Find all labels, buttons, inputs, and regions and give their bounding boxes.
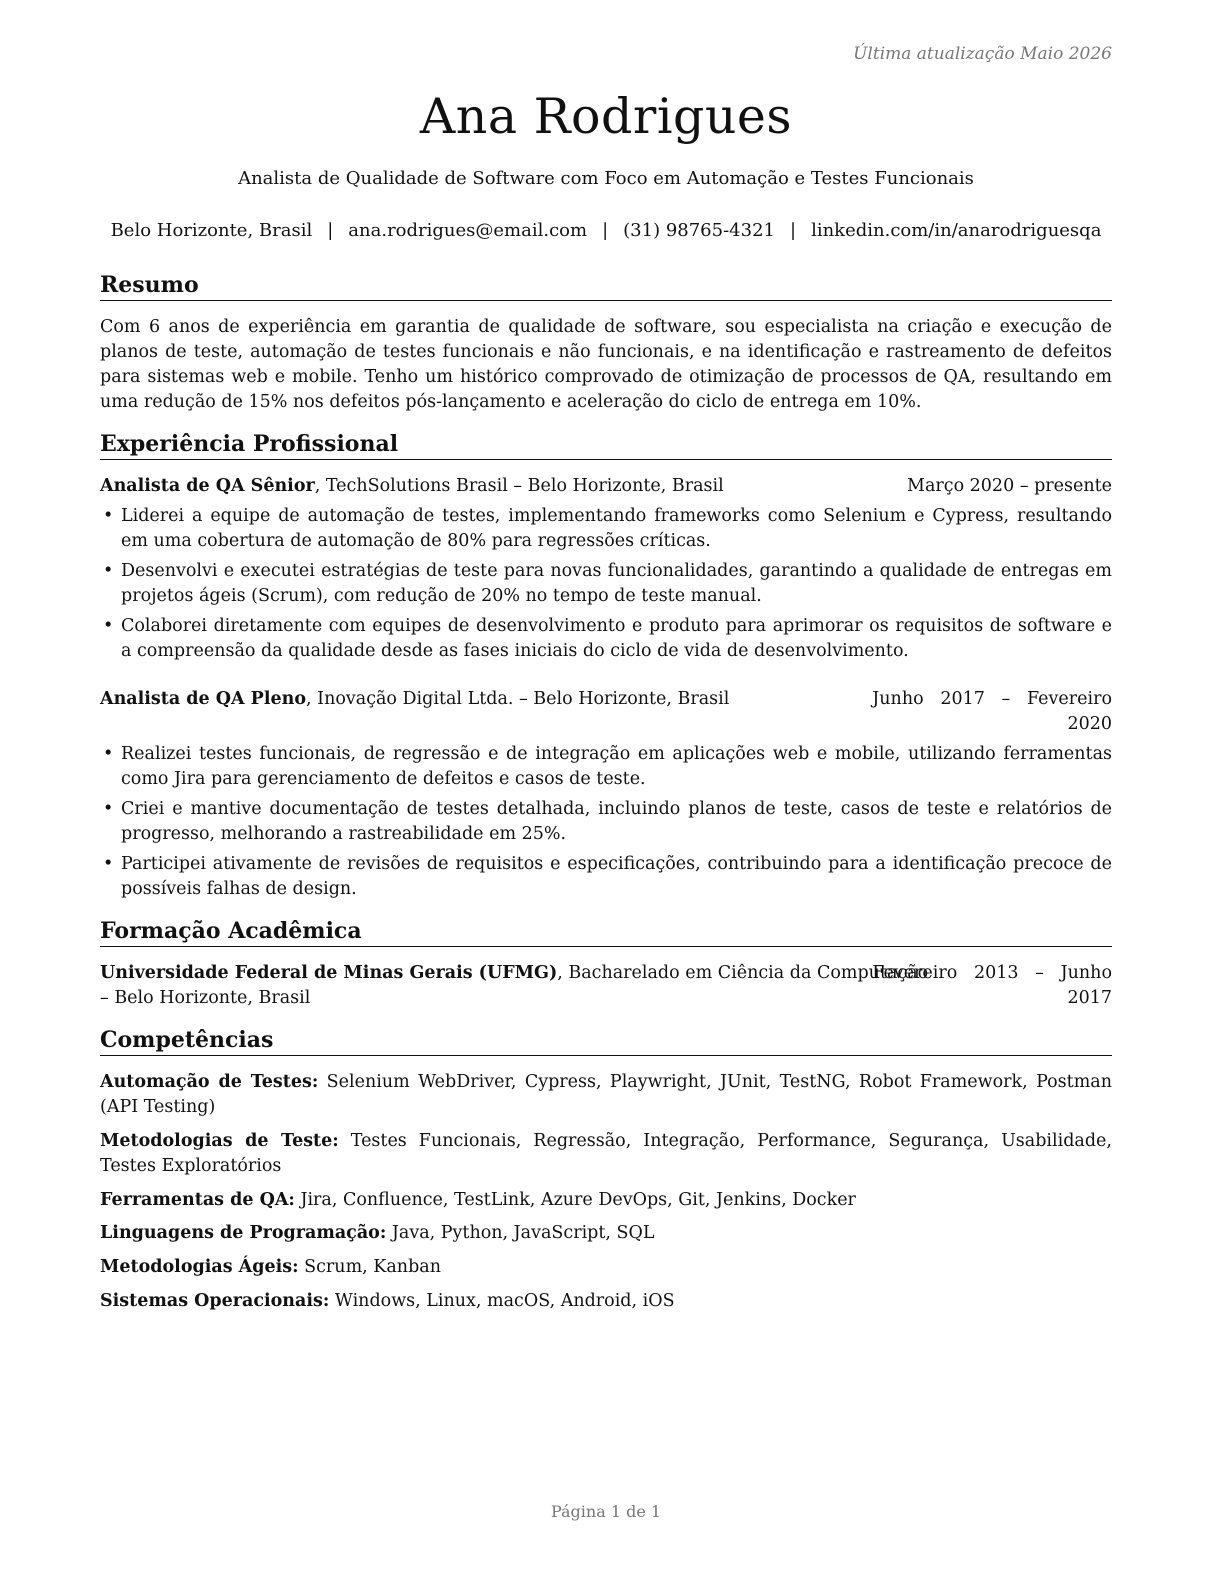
skill-row [100, 1070, 1112, 1120]
skill-row [100, 1188, 1112, 1213]
job-role: Analista de QA Pleno [100, 689, 307, 709]
job-header-senior [100, 474, 1112, 499]
skill-row [100, 1221, 1112, 1246]
education-dates-line2: 2017 [1067, 988, 1112, 1008]
job-bullets-pleno [100, 742, 1112, 907]
skill-label: Linguagens de Programação: [100, 1223, 387, 1243]
job-dates-line1: Junho 2017 – Fevereiro [872, 689, 1112, 709]
bullet-text: Criei e mantive documentação de testes detalhada, incluindo planos de teste, casos de teste e relatórios de progresso, melhorando a rastreabilidade em 25%. [121, 799, 1112, 844]
job-dates [872, 687, 1112, 737]
contact-linkedin[interactable]: linkedin.com/in/anarodriguesqa [811, 220, 1102, 241]
contact-separator: | [789, 220, 797, 241]
bullet-icon: • [103, 854, 114, 874]
bullet-icon: • [103, 744, 114, 764]
skill-label: Metodologias Ágeis: [100, 1257, 299, 1277]
skill-label: Sistemas Operacionais: [100, 1291, 330, 1311]
bullet-text: Desenvolvi e executei estratégias de teste para novas funcionalidades, garantindo a qualidade de entregas em projetos ágeis (Scrum), com redução de 20% no tempo de teste manual. [121, 561, 1112, 606]
skill-row [100, 1129, 1112, 1179]
list-item [100, 797, 1112, 847]
contact-phone: (31) 98765-4321 [623, 220, 775, 241]
list-item [100, 614, 1112, 664]
summary-text: Com 6 anos de experiência em garantia de qualidade de software, sou especialista na criação e execução de planos de teste, automação de testes funcionais e não funcionais, e na identificação e rastreamento de defeitos para sistemas web e mobile. Tenho um histórico comprovado de otimização de processos de QA, resultando em uma redução de 15% nos defeitos pós-lançamento e aceleração do ciclo de entrega em 10%. [100, 317, 1112, 412]
last-updated: Última atualização Maio 2026 [853, 44, 1112, 64]
section-title-experience: Experiência Profissional [100, 431, 1112, 460]
skill-label: Automação de Testes: [100, 1072, 319, 1092]
list-item [100, 742, 1112, 792]
list-item [100, 504, 1112, 554]
candidate-name: Ana Rodrigues [419, 88, 793, 145]
section-title-skills: Competências [100, 1027, 1112, 1056]
job-company: , Inovação Digital Ltda. – Belo Horizonte, Brasil [306, 689, 730, 709]
section-title-education: Formação Acadêmica [100, 918, 1112, 947]
contact-location: Belo Horizonte, Brasil [110, 220, 313, 241]
education-institution: Universidade Federal de Minas Gerais (UFMG) [100, 963, 558, 983]
bullet-icon: • [103, 561, 114, 581]
skill-value: Windows, Linux, macOS, Android, iOS [329, 1291, 675, 1311]
contact-separator: | [602, 220, 609, 241]
contact-email[interactable]: ana.rodrigues@email.com [348, 220, 588, 241]
education-dates-line1: Fevereiro 2013 – Junho [872, 963, 1112, 983]
education-degree: , Bacharelado em Ciência da Computação [557, 963, 929, 983]
job-header-pleno [100, 687, 1112, 737]
job-dates-line2: 2020 [1067, 714, 1112, 734]
bullet-icon: • [103, 616, 114, 636]
skill-row [100, 1255, 1112, 1280]
skill-value: Jira, Confluence, TestLink, Azure DevOps, Git, Jenkins, Docker [294, 1190, 856, 1210]
job-company: , TechSolutions Brasil – Belo Horizonte, Brasil [314, 476, 724, 496]
education-dates [872, 961, 1112, 1011]
skill-value: Selenium WebDriver, Cypress, Playwright, JUnit, TestNG, Robot Framework, Postman (API Testing) [100, 1072, 1112, 1117]
bullet-icon: • [103, 799, 114, 819]
skill-value: Scrum, Kanban [298, 1257, 441, 1277]
contact-separator: | [327, 220, 334, 241]
skill-value: Testes Funcionais, Regressão, Integração, Performance, Segurança, Usabilidade, Testes Exploratórios [100, 1131, 1112, 1176]
list-item [100, 852, 1112, 902]
skill-value: Java, Python, JavaScript, SQL [386, 1223, 655, 1243]
education-entry [100, 961, 1112, 1011]
candidate-headline: Analista de Qualidade de Software com Foco em Automação e Testes Funcionais [238, 168, 974, 189]
job-title-line [100, 474, 724, 499]
bullet-text: Realizei testes funcionais, de regressão e de integração em aplicações web e mobile, utilizando ferramentas como Jira para gerenciamento de defeitos e casos de teste. [121, 744, 1112, 789]
job-title-line [100, 687, 729, 712]
bullet-icon: • [103, 506, 114, 526]
job-bullets-senior [100, 504, 1112, 669]
job-dates: Março 2020 – presente [907, 476, 1112, 496]
list-item [100, 559, 1112, 609]
skill-label: Ferramentas de QA: [100, 1190, 295, 1210]
skill-label: Metodologias de Teste: [100, 1131, 339, 1151]
bullet-text: Participei ativamente de revisões de requisitos e especificações, contribuindo para a identificação precoce de possíveis falhas de design. [121, 854, 1112, 899]
bullet-text: Liderei a equipe de automação de testes, implementando frameworks como Selenium e Cypress, resultando em uma cobertura de automação de 80% para regressões críticas. [121, 506, 1112, 551]
contact-line [100, 220, 1112, 241]
education-line [100, 961, 960, 1011]
job-role: Analista de QA Sênior [100, 476, 315, 496]
resume-page [100, 0, 1112, 1584]
section-title-summary: Resumo [100, 272, 1112, 301]
skill-row [100, 1289, 1112, 1314]
bullet-text: Colaborei diretamente com equipes de desenvolvimento e produto para aprimorar os requisitos de software e a compreensão da qualidade desde as fases iniciais do ciclo de vida de desenvolvimento. [121, 616, 1112, 661]
page-number: Página 1 de 1 [550, 1502, 662, 1521]
education-location: – Belo Horizonte, Brasil [100, 988, 311, 1008]
